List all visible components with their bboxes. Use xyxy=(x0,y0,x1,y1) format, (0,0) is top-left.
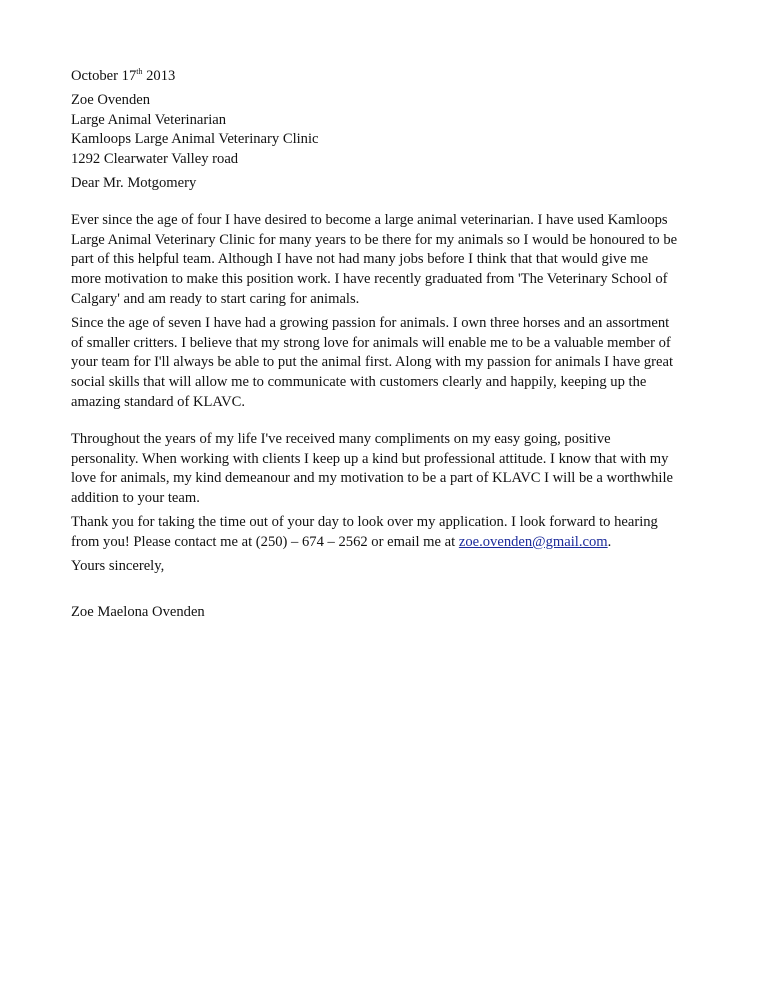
email-link[interactable]: zoe.ovenden@gmail.com xyxy=(458,533,608,550)
paragraph-line: Since the age of seven I have had a growing passion for animals. I own three horses and an assortment xyxy=(71,314,670,331)
recipient-title: Large Animal Veterinarian xyxy=(71,111,227,128)
date-month-day: October 17 xyxy=(71,68,137,84)
body-paragraph-2 xyxy=(71,314,711,413)
recipient-address-block xyxy=(71,91,711,170)
paragraph-line: Throughout the years of my life I've received many compliments on my easy going, positive xyxy=(71,430,611,447)
contact-text-end: . xyxy=(607,533,612,550)
cover-letter xyxy=(71,67,711,623)
paragraph-line: personality. When working with clients I keep up a kind but professional attitude. I know that with my xyxy=(71,450,669,467)
closing: Yours sincerely, xyxy=(71,557,165,574)
paragraph-line: addition to your team. xyxy=(71,490,200,507)
paragraph-line: your team for I'll always be able to put the animal first. Along with my passion for animals I have great xyxy=(71,354,674,371)
salutation: Dear Mr. Motgomery xyxy=(71,174,197,191)
paragraph-line: more motivation to make this position work. I have recently graduated from 'The Veterinary School of xyxy=(71,271,668,288)
paragraph-line: of smaller critters. I believe that my strong love for animals will enable me to be a valuable member of xyxy=(71,334,671,351)
paragraph-line: part of this helpful team. Although I have not had many jobs before I think that that would give me xyxy=(71,251,649,268)
recipient-street: 1292 Clearwater Valley road xyxy=(71,151,239,168)
signature-name: Zoe Maelona Ovenden xyxy=(71,604,205,621)
paragraph-line: social skills that will allow me to communicate with customers clearly and happily, keeping up the xyxy=(71,374,647,391)
paragraph-line: Thank you for taking the time out of your day to look over my application. I look forward to hearing xyxy=(71,513,658,530)
paragraph-line: Calgary' and am ready to start caring for animals. xyxy=(71,290,360,307)
paragraph-line: Large Animal Veterinary Clinic for many years to be there for my animals so I would be honoured to be xyxy=(71,231,678,248)
body-paragraph-4 xyxy=(71,513,711,553)
date-ordinal-suffix: th xyxy=(136,67,143,77)
paragraph-line: Ever since the age of four I have desired to become a large animal veterinarian. I have used Kamloops xyxy=(71,211,668,228)
recipient-organization: Kamloops Large Animal Veterinary Clinic xyxy=(71,131,319,148)
paragraph-line: amazing standard of KLAVC. xyxy=(71,393,246,410)
paragraph-line-with-email xyxy=(71,533,711,553)
recipient-name: Zoe Ovenden xyxy=(71,91,151,108)
contact-text: from you! Please contact me at (250) – 674 – 2562 or email me at xyxy=(71,533,459,550)
letter-date xyxy=(71,67,711,87)
body-paragraph-1 xyxy=(71,211,711,310)
paragraph-line: love for animals, my kind demeanour and my motivation to be a part of KLAVC I will be a worthwhile xyxy=(71,470,673,487)
date-year: 2013 xyxy=(142,68,176,84)
body-paragraph-3 xyxy=(71,430,711,509)
